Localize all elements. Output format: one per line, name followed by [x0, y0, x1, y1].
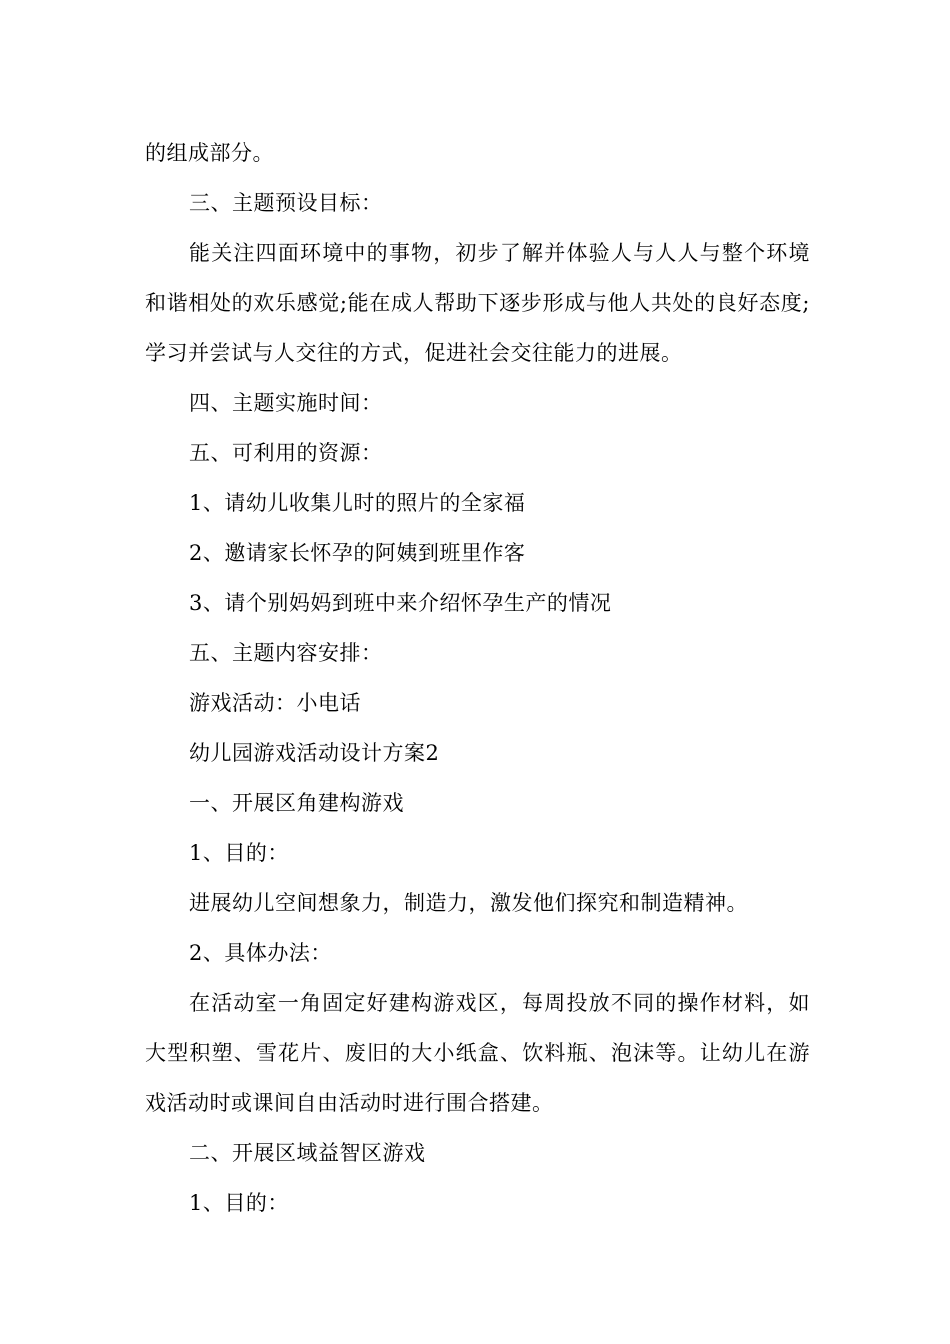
heading-resources: 五、可利用的资源：	[189, 441, 383, 465]
heading-theme-goals: 三、主题预设目标：	[189, 191, 383, 215]
paragraph-game-activity: 游戏活动：小电话	[189, 691, 361, 715]
heading-purpose-2: 1、目的：	[189, 1191, 289, 1215]
list-item-resource-3: 3、请个别妈妈到班中来介绍怀孕生产的情况	[189, 591, 612, 615]
heading-purpose-1: 1、目的：	[189, 841, 289, 865]
paragraph-continuation: 的组成部分。	[145, 141, 274, 165]
heading-methods: 2、具体办法：	[189, 941, 332, 965]
heading-content-arrangement: 五、主题内容安排：	[189, 641, 383, 665]
section-title-plan-2: 幼儿园游戏活动设计方案2	[189, 741, 440, 765]
heading-puzzle-game: 二、开展区域益智区游戏	[189, 1141, 426, 1165]
document-body	[145, 128, 810, 1228]
paragraph-purpose-1: 进展幼儿空间想象力，制造力，激发他们探究和制造精神。	[189, 891, 748, 915]
list-item-resource-1: 1、请幼儿收集儿时的照片的全家福	[189, 491, 526, 515]
heading-theme-time: 四、主题实施时间：	[189, 391, 383, 415]
paragraph-methods: 在活动室一角固定好建构游戏区，每周投放不同的操作材料，如大型积塑、雪花片、废旧的大小纸盒、饮料瓶、泡沫等。让幼儿在游戏活动时或课间自由活动时进行围合搭建。	[145, 991, 810, 1115]
heading-construction-game: 一、开展区角建构游戏	[189, 791, 404, 815]
list-item-resource-2: 2、邀请家长怀孕的阿姨到班里作客	[189, 541, 526, 565]
paragraph-theme-goals: 能关注四面环境中的事物，初步了解并体验人与人人与整个环境和谐相处的欢乐感觉;能在成人帮助下逐步形成与他人共处的良好态度;学习并尝试与人交往的方式，促进社会交往能力的进展。	[145, 241, 810, 365]
